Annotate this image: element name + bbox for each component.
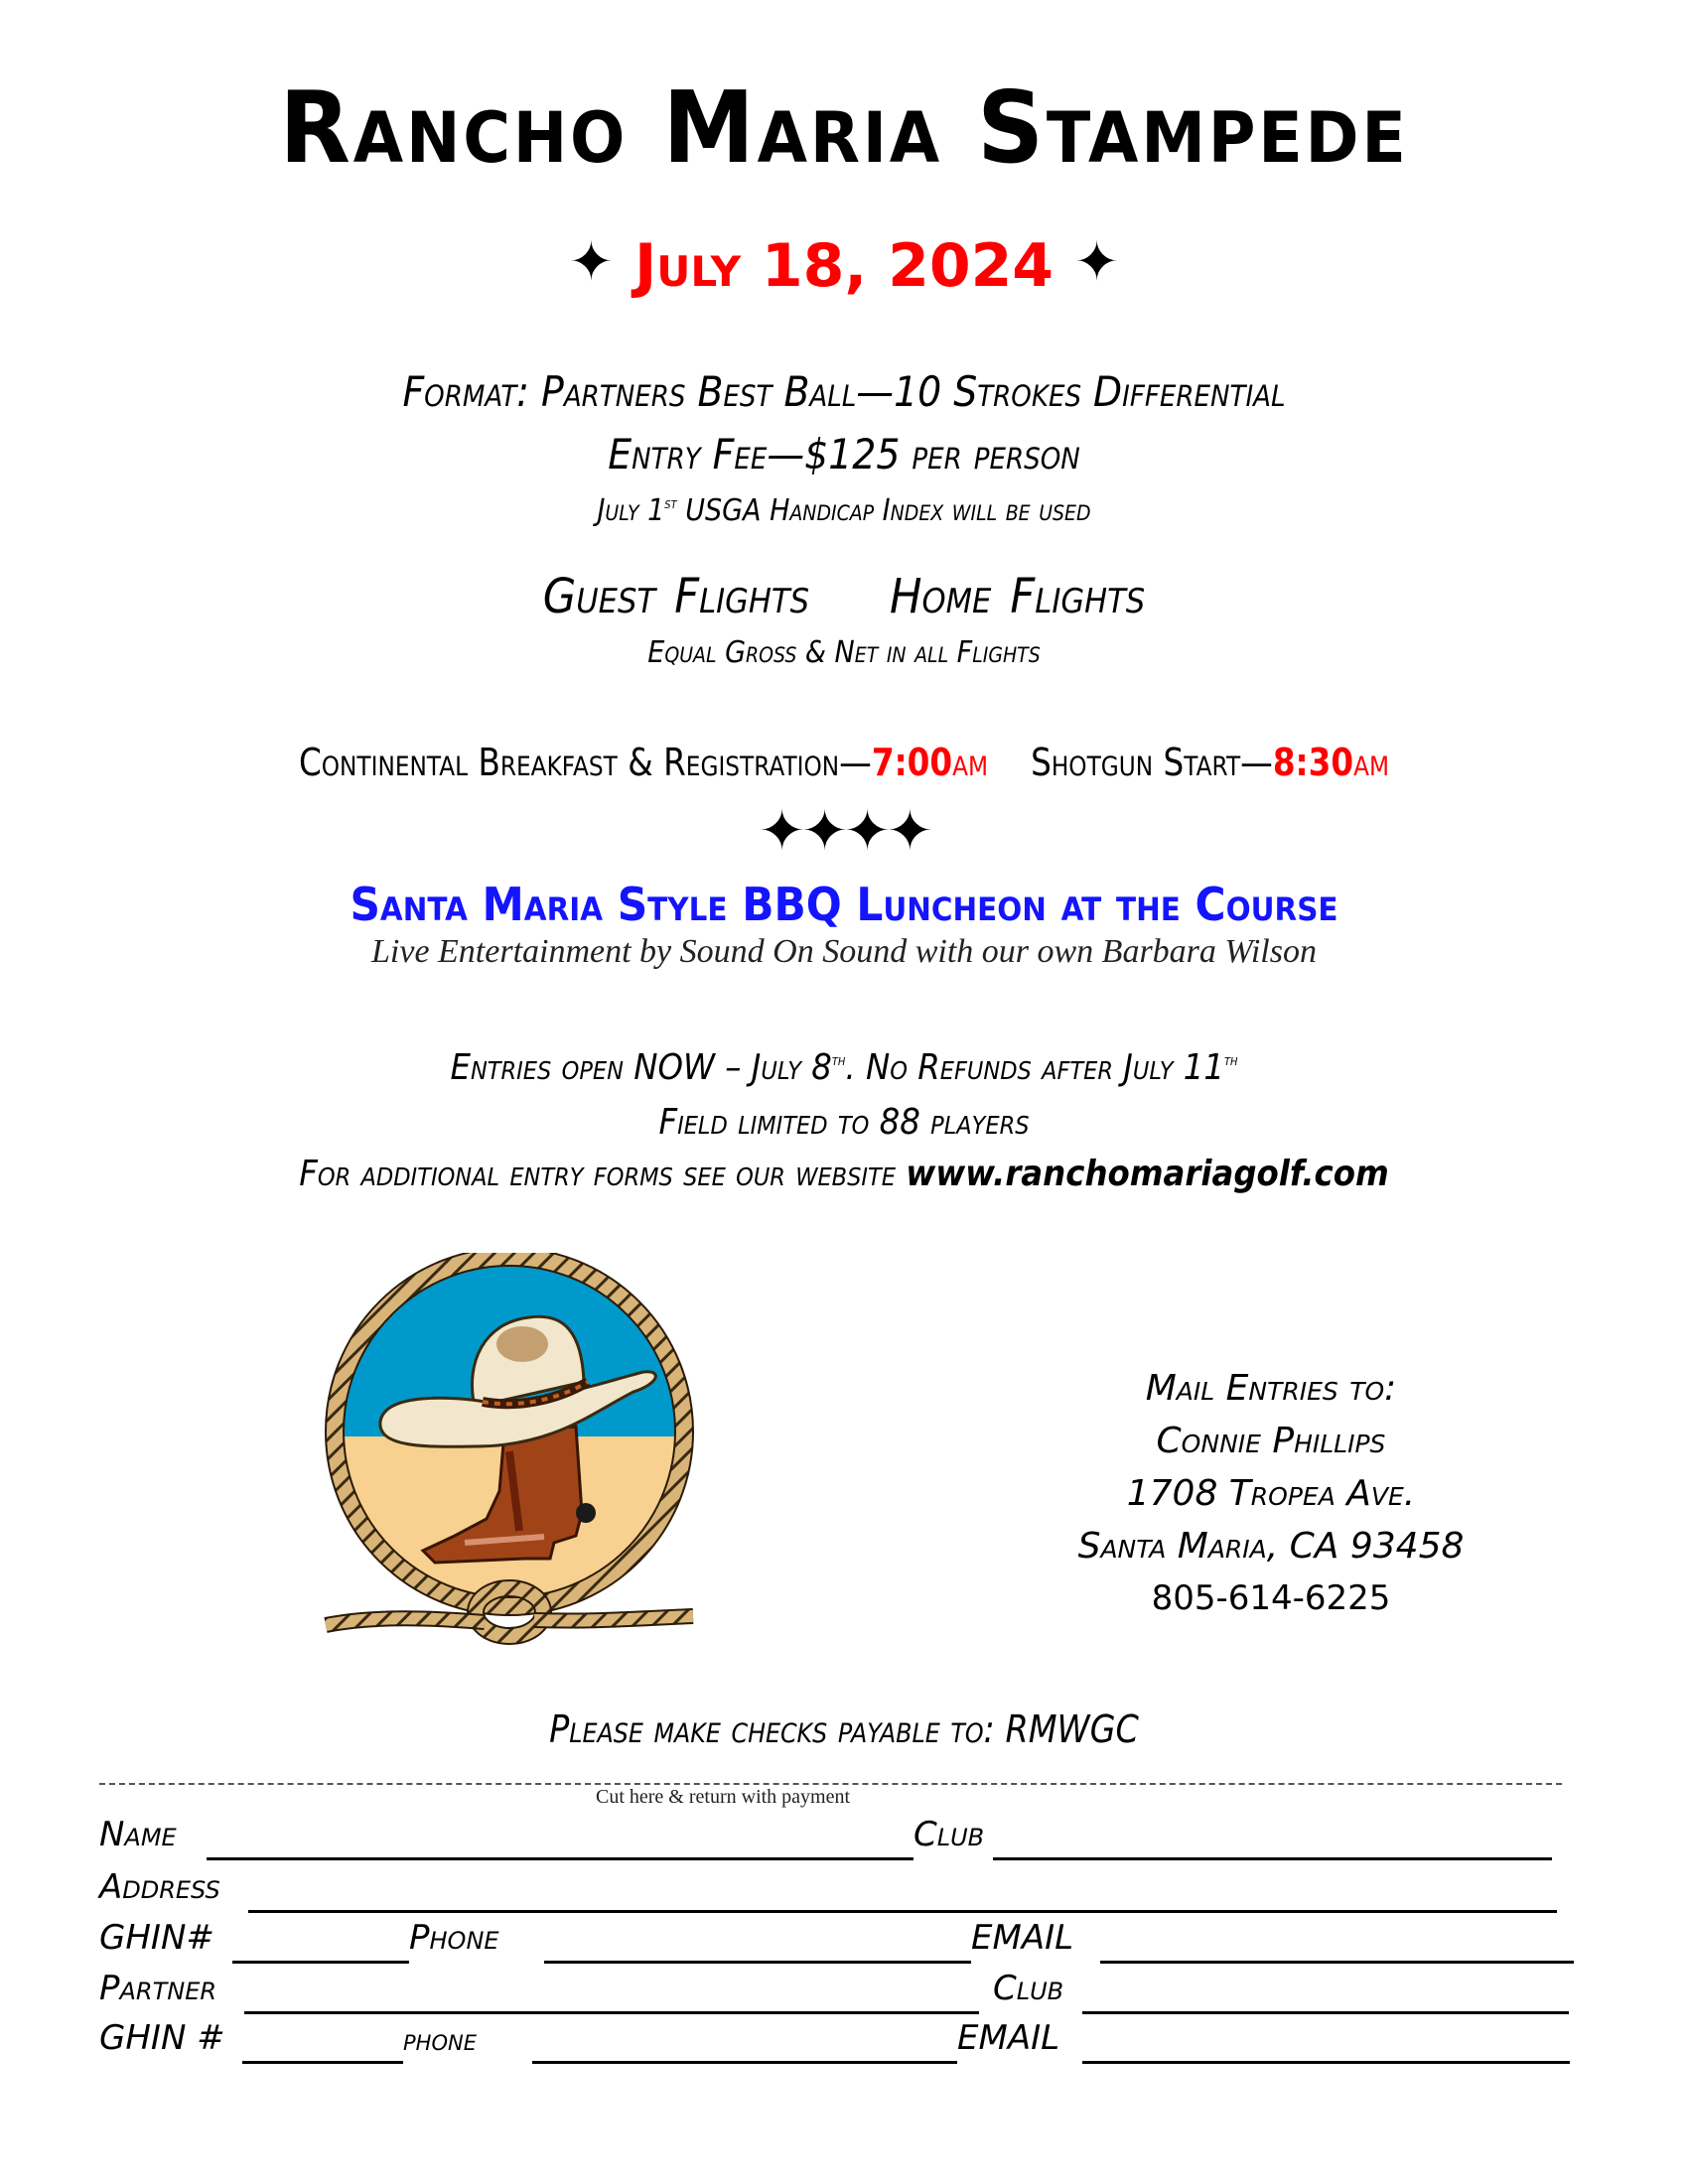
star-divider-icon: ✦✦✦✦	[759, 799, 929, 864]
address-label: Address	[99, 1867, 220, 1907]
mail-phone: 805-614-6225	[1151, 1578, 1391, 1618]
refund-deadline: . No Refunds after July 11	[845, 1047, 1225, 1088]
website-line	[84, 1154, 1604, 1194]
handicap-note	[84, 493, 1604, 528]
format-line: Format: Partners Best Ball—10 Strokes Differential	[402, 367, 1286, 416]
name-field[interactable]	[207, 1857, 914, 1860]
email-field[interactable]	[1100, 1961, 1574, 1964]
breakfast-label: Continental Breakfast & Registration—	[298, 741, 872, 784]
checks-payable: Please make checks payable to: RMWGC	[549, 1707, 1139, 1751]
email-label: EMAIL	[971, 1918, 1074, 1958]
flights-note: Equal Gross & Net in all Flights	[647, 635, 1041, 670]
refund-ordinal: th	[1224, 1050, 1238, 1069]
ghin-field[interactable]	[232, 1961, 409, 1964]
field-limit: Field limited to 88 players	[658, 1102, 1030, 1143]
cut-dashed-line	[99, 1783, 1562, 1785]
partner-label: Partner	[99, 1969, 217, 2008]
partner-ghin-field[interactable]	[242, 2061, 403, 2064]
partner-phone-field[interactable]	[532, 2061, 957, 2064]
mail-heading: Mail Entries to:	[1145, 1368, 1397, 1409]
star-ornament-icon: ✦	[568, 230, 615, 293]
form-row-address	[99, 1869, 1559, 1913]
shotgun-ampm: am	[1353, 741, 1390, 784]
partner-club-label: Club	[993, 1969, 1064, 2008]
partner-phone-label: phone	[403, 2023, 477, 2058]
form-row-partner	[99, 1971, 1579, 2014]
partner-field[interactable]	[244, 2011, 979, 2014]
club-label: Club	[914, 1815, 985, 1854]
mail-address-block	[1023, 1362, 1519, 1625]
mail-city: Santa Maria, CA 93458	[1077, 1526, 1465, 1567]
partner-email-label: EMAIL	[957, 2018, 1060, 2058]
entries-open-ordinal: th	[831, 1050, 846, 1069]
website-link[interactable]: www.ranchomariagolf.com	[906, 1154, 1389, 1194]
phone-field[interactable]	[544, 1961, 971, 1964]
phone-label: Phone	[409, 1918, 499, 1958]
ghin-label: GHIN#	[99, 1918, 214, 1958]
partner-club-field[interactable]	[1082, 2011, 1569, 2014]
handicap-prefix: July 1	[597, 493, 665, 528]
form-row-partner-ghin	[99, 2020, 1579, 2064]
mail-street: 1708 Tropea Ave.	[1126, 1473, 1416, 1514]
shotgun-label: Shotgun Start—	[1031, 741, 1273, 784]
website-prefix: For additional entry forms see our website	[299, 1154, 907, 1194]
handicap-suffix: USGA Handicap Index will be used	[676, 493, 1091, 528]
entries-open: Entries open NOW – July 8	[450, 1047, 832, 1088]
mail-recipient: Connie Phillips	[1156, 1421, 1386, 1461]
event-date: July 18, 2024	[633, 231, 1055, 301]
name-label: Name	[99, 1815, 177, 1854]
cut-instructions: Cut here & return with payment	[596, 1786, 851, 1808]
partner-ghin-label: GHIN #	[99, 2018, 225, 2058]
breakfast-ampm: am	[952, 741, 989, 784]
form-row-ghin	[99, 1920, 1579, 1964]
form-row-name	[99, 1817, 1559, 1860]
guest-flights: Guest Flights	[542, 569, 809, 624]
handicap-ordinal: st	[664, 493, 677, 512]
event-date-line	[0, 230, 1688, 301]
star-ornament-icon: ✦	[1073, 230, 1120, 293]
flyer-title: Rancho Maria Stampede	[279, 69, 1409, 186]
breakfast-time: 7:00	[871, 741, 953, 784]
entertainment-note: Live Entertainment by Sound On Sound with our own Barbara Wilson	[371, 933, 1317, 970]
partner-email-field[interactable]	[1082, 2061, 1570, 2064]
club-field[interactable]	[993, 1857, 1552, 1860]
luncheon-heading: Santa Maria Style BBQ Luncheon at the Course	[350, 878, 1338, 931]
home-flights: Home Flights	[889, 569, 1146, 624]
flights-heading	[84, 569, 1604, 624]
entries-deadline	[84, 1047, 1604, 1088]
shotgun-time: 8:30	[1272, 741, 1354, 784]
schedule-line	[118, 741, 1570, 784]
cowboy-logo-icon	[316, 1253, 703, 1645]
entry-fee: Entry Fee—$125 per person	[608, 430, 1080, 478]
address-field[interactable]	[248, 1910, 1557, 1913]
